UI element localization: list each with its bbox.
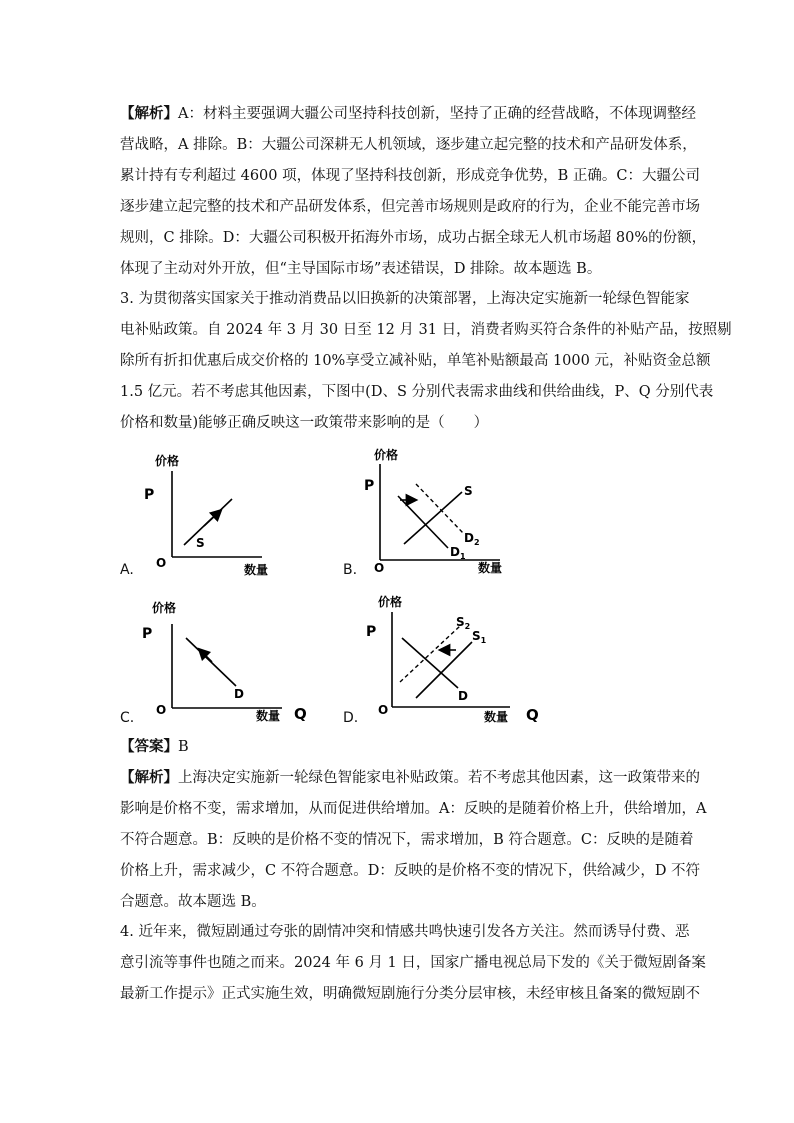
graph-d-s1-label: $S_1$	[472, 629, 487, 645]
graph-b-s-label: S	[464, 484, 473, 498]
answer-tag: 【答案】	[120, 738, 178, 755]
graph-d-origin: O	[378, 703, 389, 717]
question-3-line-4: 价格和数量)能够正确反映这一政策带来影响的是（ ）	[120, 415, 489, 431]
option-a-label: A.	[120, 562, 134, 578]
analysis-2-line-0: 【解析】上海决定实施新一轮绿色智能家电补贴政策。若不考虑其他因素，这一政策带来的	[120, 769, 700, 786]
graph-b-supply-curve	[404, 492, 462, 544]
analysis-2-line-4: 合题意。故本题选 B。	[120, 894, 266, 910]
question-3-line-0: 3. 为贯彻落实国家关于推动消费品以旧换新的决策部署，上海决定实施新一轮绿色智能家	[120, 291, 690, 307]
question-3-line-2: 除所有折扣优惠后成交价格的 10%享受立减补贴，单笔补贴额最高 1000 元，补贴资金总额	[120, 353, 711, 369]
graph-b-p: P	[364, 478, 375, 494]
graph-d-demand-curve	[402, 638, 458, 688]
question-4	[120, 917, 706, 1010]
analysis-1-line-4: 规则，C 排除。D：大疆公司积极开拓海外市场，成功占据全球无人机市场超 80%的份额，	[120, 230, 707, 246]
graph-d-supply-s2	[400, 626, 460, 682]
graph-c-ylabel: 价格	[152, 601, 177, 615]
analysis-1-line-3: 逐步建立起完整的技术和产品研发体系，但完善市场规则是政府的行为，企业不能完善市场	[120, 199, 700, 215]
graph-c	[140, 598, 310, 728]
analysis-2-line-3: 价格上升，需求减少，C 不符合题意。D：反映的是价格不变的情况下，供给减少，D 不符	[120, 863, 701, 879]
graph-c-q: Q	[294, 705, 307, 723]
question-3-line-3: 1.5 亿元。若不考虑其他因素，下图中(D、S 分别代表需求曲线和供给曲线，P、Q 分别代表	[120, 384, 714, 400]
analysis-1-line-0: 【解析】A：材料主要强调大疆公司坚持科技创新，坚持了正确的经营战略，不体现调整经	[120, 105, 696, 122]
analysis-2-line-2: 不符合题意。B：反映的是价格不变的情况下，需求增加，B 符合题意。C：反映的是随着	[120, 832, 694, 848]
graph-a-curve-label: S	[196, 536, 205, 550]
graph-b-xlabel: 数量	[478, 561, 503, 575]
graph-d-q: Q	[526, 706, 539, 724]
graph-b-d1-label: $D_1$	[450, 545, 466, 561]
analysis-1-line-2: 累计持有专利超过 4600 项，体现了坚持科技创新，形成竞争优势，B 正确。C：大疆公司	[120, 168, 700, 184]
graph-c-arrow	[202, 652, 212, 662]
option-c-label: C.	[120, 710, 135, 726]
analysis-2	[120, 762, 707, 918]
graph-a	[140, 455, 280, 580]
graph-c-curve-label: D	[234, 687, 244, 701]
analysis-1-line-5: 体现了主动对外开放，但“主导国际市场”表述错误，D 排除。故本题选 B。	[120, 261, 602, 277]
question-4-line-1: 意引流等事件也随之而来。2024 年 6 月 1 日，国家广播电视总局下发的《关于微短剧备案	[120, 955, 706, 971]
graph-b-origin: O	[374, 561, 385, 575]
analysis-1-line-1: 营战略，A 排除。B：大疆公司深耕无人机领域，逐步建立起完整的技术和产品研发体系，	[120, 137, 697, 153]
question-4-line-2: 最新工作提示》正式实施生效，明确微短剧施行分类分层审核，未经审核且备案的微短剧不	[120, 986, 700, 1002]
graph-b-d2-label: $D_2$	[464, 531, 480, 547]
graph-a-origin: O	[156, 556, 167, 570]
analysis-tag: 【解析】	[120, 105, 178, 122]
option-b-label: B.	[343, 562, 358, 578]
graph-b-demand-d1	[398, 496, 448, 548]
graph-c-xlabel: 数量	[256, 709, 281, 723]
graph-d-ylabel: 价格	[378, 595, 403, 609]
answer	[120, 731, 680, 763]
graph-a-ylabel: 价格	[155, 454, 180, 468]
graph-d-s2-label: $S_2$	[456, 615, 471, 631]
graph-c-origin: O	[156, 703, 167, 717]
analysis-2-line-1: 影响是价格不变，需求增加，从而促进供给增加。A：反映的是随着价格上升，供给增加，A	[120, 801, 707, 817]
option-d-label: D.	[343, 710, 359, 726]
question-3-line-1: 电补贴政策。自 2024 年 3 月 30 日至 12 月 31 日，消费者购买符合条件的补贴产品，按照剔	[120, 322, 732, 338]
analysis-tag: 【解析】	[120, 769, 178, 786]
graph-c-p: P	[142, 626, 153, 642]
analysis-1	[120, 98, 707, 285]
answer-value: B	[178, 739, 189, 755]
graph-d-d-label: D	[458, 689, 468, 703]
graph-d-xlabel: 数量	[484, 710, 509, 724]
graph-b-ylabel: 价格	[374, 448, 399, 462]
graph-b	[360, 448, 510, 578]
graph-a-xlabel: 数量	[244, 563, 269, 577]
question-4-line-0: 4. 近年来，微短剧通过夸张的剧情冲突和情感共鸣快速引发各方关注。然而诱导付费、恶	[120, 924, 690, 940]
graph-d	[360, 590, 550, 725]
graph-a-p: P	[144, 487, 155, 503]
graph-d-p: P	[366, 624, 377, 640]
question-3	[120, 284, 732, 439]
graph-a-arrow	[204, 513, 218, 526]
